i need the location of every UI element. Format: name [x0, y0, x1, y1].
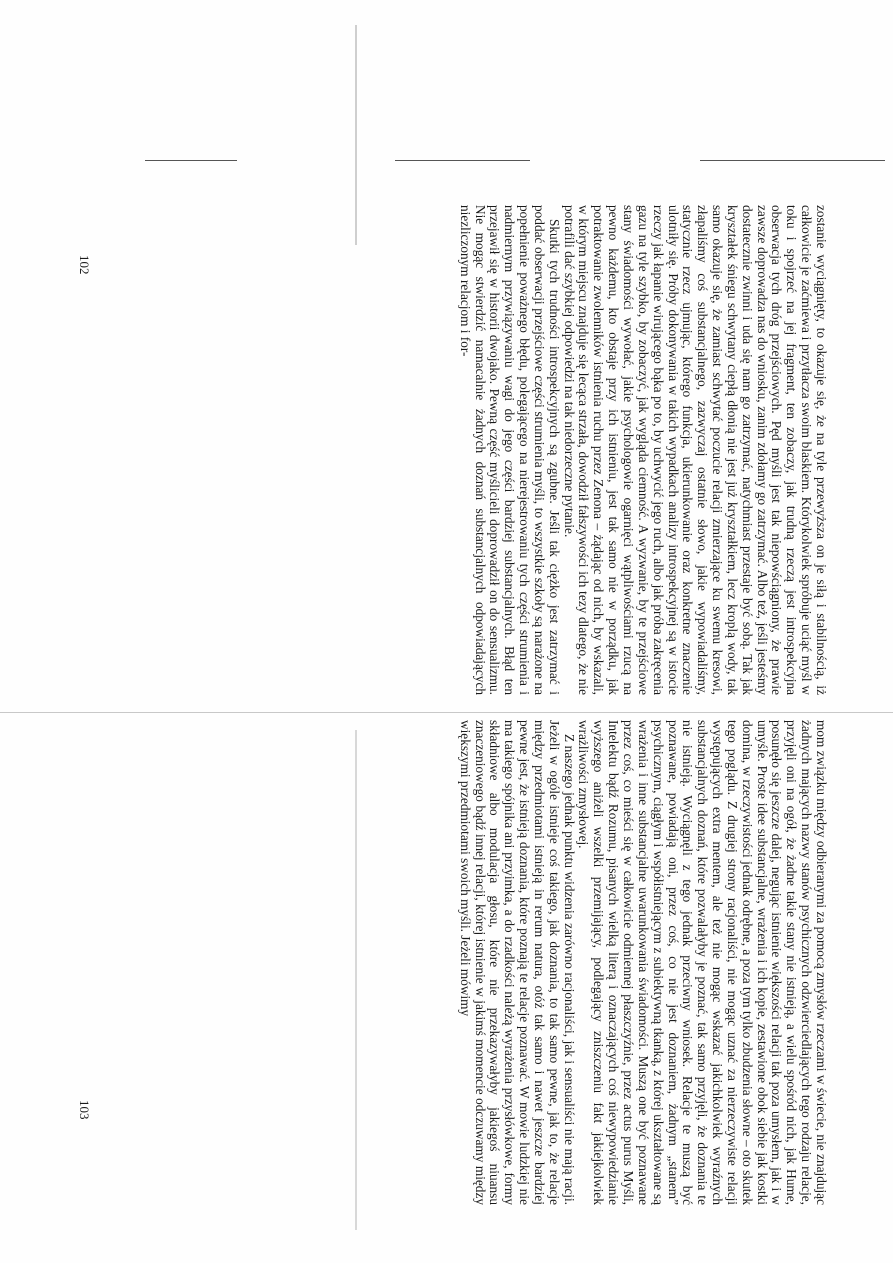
right-paragraph-1: mom związku między odbieranymi za pomocą zmysłów rzeczami w świecie, nie znajdując żadnych mających nazwy stanów psychicznych odzwierciedlających tego rodzaju relacje, przyjęli oni na ogół, że żadne takie stany nie istnieją, a wielu spośród nich, jak Hume, posunęło się jeszcze dalej, negując istnienie większości relacji tak poza umysłem, jak i w umyśle. Proste idee substancjalne, wrażenia i ich kopie, zestawione obok siebie jak kostki domina, w rzeczywistości jednak odrębne, a poza tym tylko zbudzenia słowne – oto skutek tego poglądu. Z drugiej strony racjonaliści, nie mogąc uznać za nierzeczywiste relacji występujących extra mentem, ale też nie mogąc wskazać jakichkolwiek wyraźnych substancjalnych doznań, które pozwalałyby je poznać, tak samo przyjęli, że doznania te nie istnieją. Wyciągnęli z tego jednak przeciwny wniosek. Relacje te muszą być poznawane, powiadają oni, przez coś, co nie jest doznaniem, żadnym „stanem” psychicznym, ciągłym i współistniejącym z subiektywną tkanką, z której ukształtowane są wrażenia i inne substancjalne uwarunkowania świadomości. Muszą one być poznawane przez coś, co mieści się w całkowicie odmiennej płaszczyźnie, przez actus purus Myśli, Intelektu bądź Rozumu, pisanych wielką literą i oznaczających coś niewypowiedzianie wyższego aniżeli wszelki przemijający, podlegający zniszczeniu fakt jakiejkolwiek wrażliwości zmysłowej.	[576, 720, 829, 1205]
left-page-text	[457, 205, 828, 695]
left-page-number: 102	[77, 255, 92, 275]
gutter-speck-bottom	[355, 730, 357, 1230]
right-paragraph-2: Z naszego jednak punktu widzenia zarówno racjonaliści, jak i sensualiści nie mają racji. Jeżeli w ogóle istnieje coś takiego, jak doznania, to tak samo pewne, jak to, że relacje między przedmiotami istnieją in rerum natura, otóż tak samo i nawet jeszcze bardziej pewne jest, że istnieją doznania, które poznają te relacje poznawać. W mowie ludzkiej nie ma takiego spójnika ani przyimka, a do rzadkości należą wyrażenia przysłówkowe, formy składniowe albo modulacja głosu, które nie przekazywałyby jakiegoś niuansu znaczeniowego bądź innej relacji, której istnienie w jakimś momencie odczuwamy między większymi przedmiotami swoich myśli. Jeżeli mówimy	[457, 720, 577, 1205]
scan-edge-line-left	[145, 160, 237, 161]
left-paragraph-1: zostanie wyciągnięty, to okazuje się, że na tyle przewyższa on je siłą i stabilnością, iż całkowicie je zaćmiewa i przytłacza swoim blaskiem. Którykolwiek spróbuje uciąć myśl w toku i spojrzeć na jej fragment, ten zobaczy, jak trudną rzeczą jest introspekcyjna obserwacja tych dróg przejściowych. Pęd myśli jest tak niepowściągniony, że prawie zawsze doprowadza nas do wniosku, zanim zdołamy go zatrzymać. Albo też, jeśli jesteśmy dostatecznie zwinni i uda się nam go zatrzymać, natychmiast przestaje być sobą. Tak jak kryształek śniegu schwytany ciepłą dłonią nie jest już kryształkiem, lecz kroplą wody, tak samo okazuje się, że zamiast schwytać poczucie relacji zmierzające ku swemu kresowi, złapaliśmy coś substancjalnego, zazwyczaj ostatnie słowo, jakie wypowiadaliśmy, statycznie rzecz ujmując, którego funkcja, ukierunkowanie oraz konkretne znaczenie ulotniły się. Próby dokonywania w takich wypadkach analizy introspekcyjnej są w istocie rzeczy jak łapanie wirującego bąka po to, by uchwycić jego ruch, albo jak próba zakręcenia gazu na tyle szybko, by zobaczyć, jak wygląda ciemność. A wyzwanie, by te przejściowe stany świadomości wywołać, jakie psychologowie ogarnięci wątpliwościami rzucą na pewno każdemu, kto obstaje przy ich istnieniu, jest tak samo nie w porządku, jak potraktowanie zwolenników istnienia ruchu przez Zenona – żądając od nich, by wskazali, w którym miejscu znajduje się lecąca strzała, dowodził fałszywości ich tezy dlatego, że nie potrafili dać szybkiej odpowiedzi na tak niedorzeczne pytanie.	[561, 205, 829, 695]
right-page-text	[457, 720, 828, 1205]
scan-edge-line-center	[395, 160, 530, 161]
right-page-number: 103	[77, 1100, 92, 1120]
left-paragraph-2: Skutki tych trudności introspekcyjnych są zgubne. Jeśli tak ciężko jest zatrzymać i poddać obserwacji przejściowe części strumienia myśli, to wszystkie szkoły są narażone na popełnienie poważnego błędu, polegającego na nierejestrowaniu tych części strumienia i nadmiernym przywiązywaniu wagi do jego części bardziej substancjalnych. Błąd ten przejawił się w historii dwojako. Pewną część myślicieli doprowadził on do sensualizmu. Nie mogąc stwierdzić namacalnie żadnych doznań substancjalnych odpowiadających niezliczonym relacjom i for-	[457, 205, 562, 695]
gutter-line	[0, 712, 893, 713]
scan-edge-line-right	[700, 160, 885, 161]
gutter-speck-top	[355, 25, 357, 245]
